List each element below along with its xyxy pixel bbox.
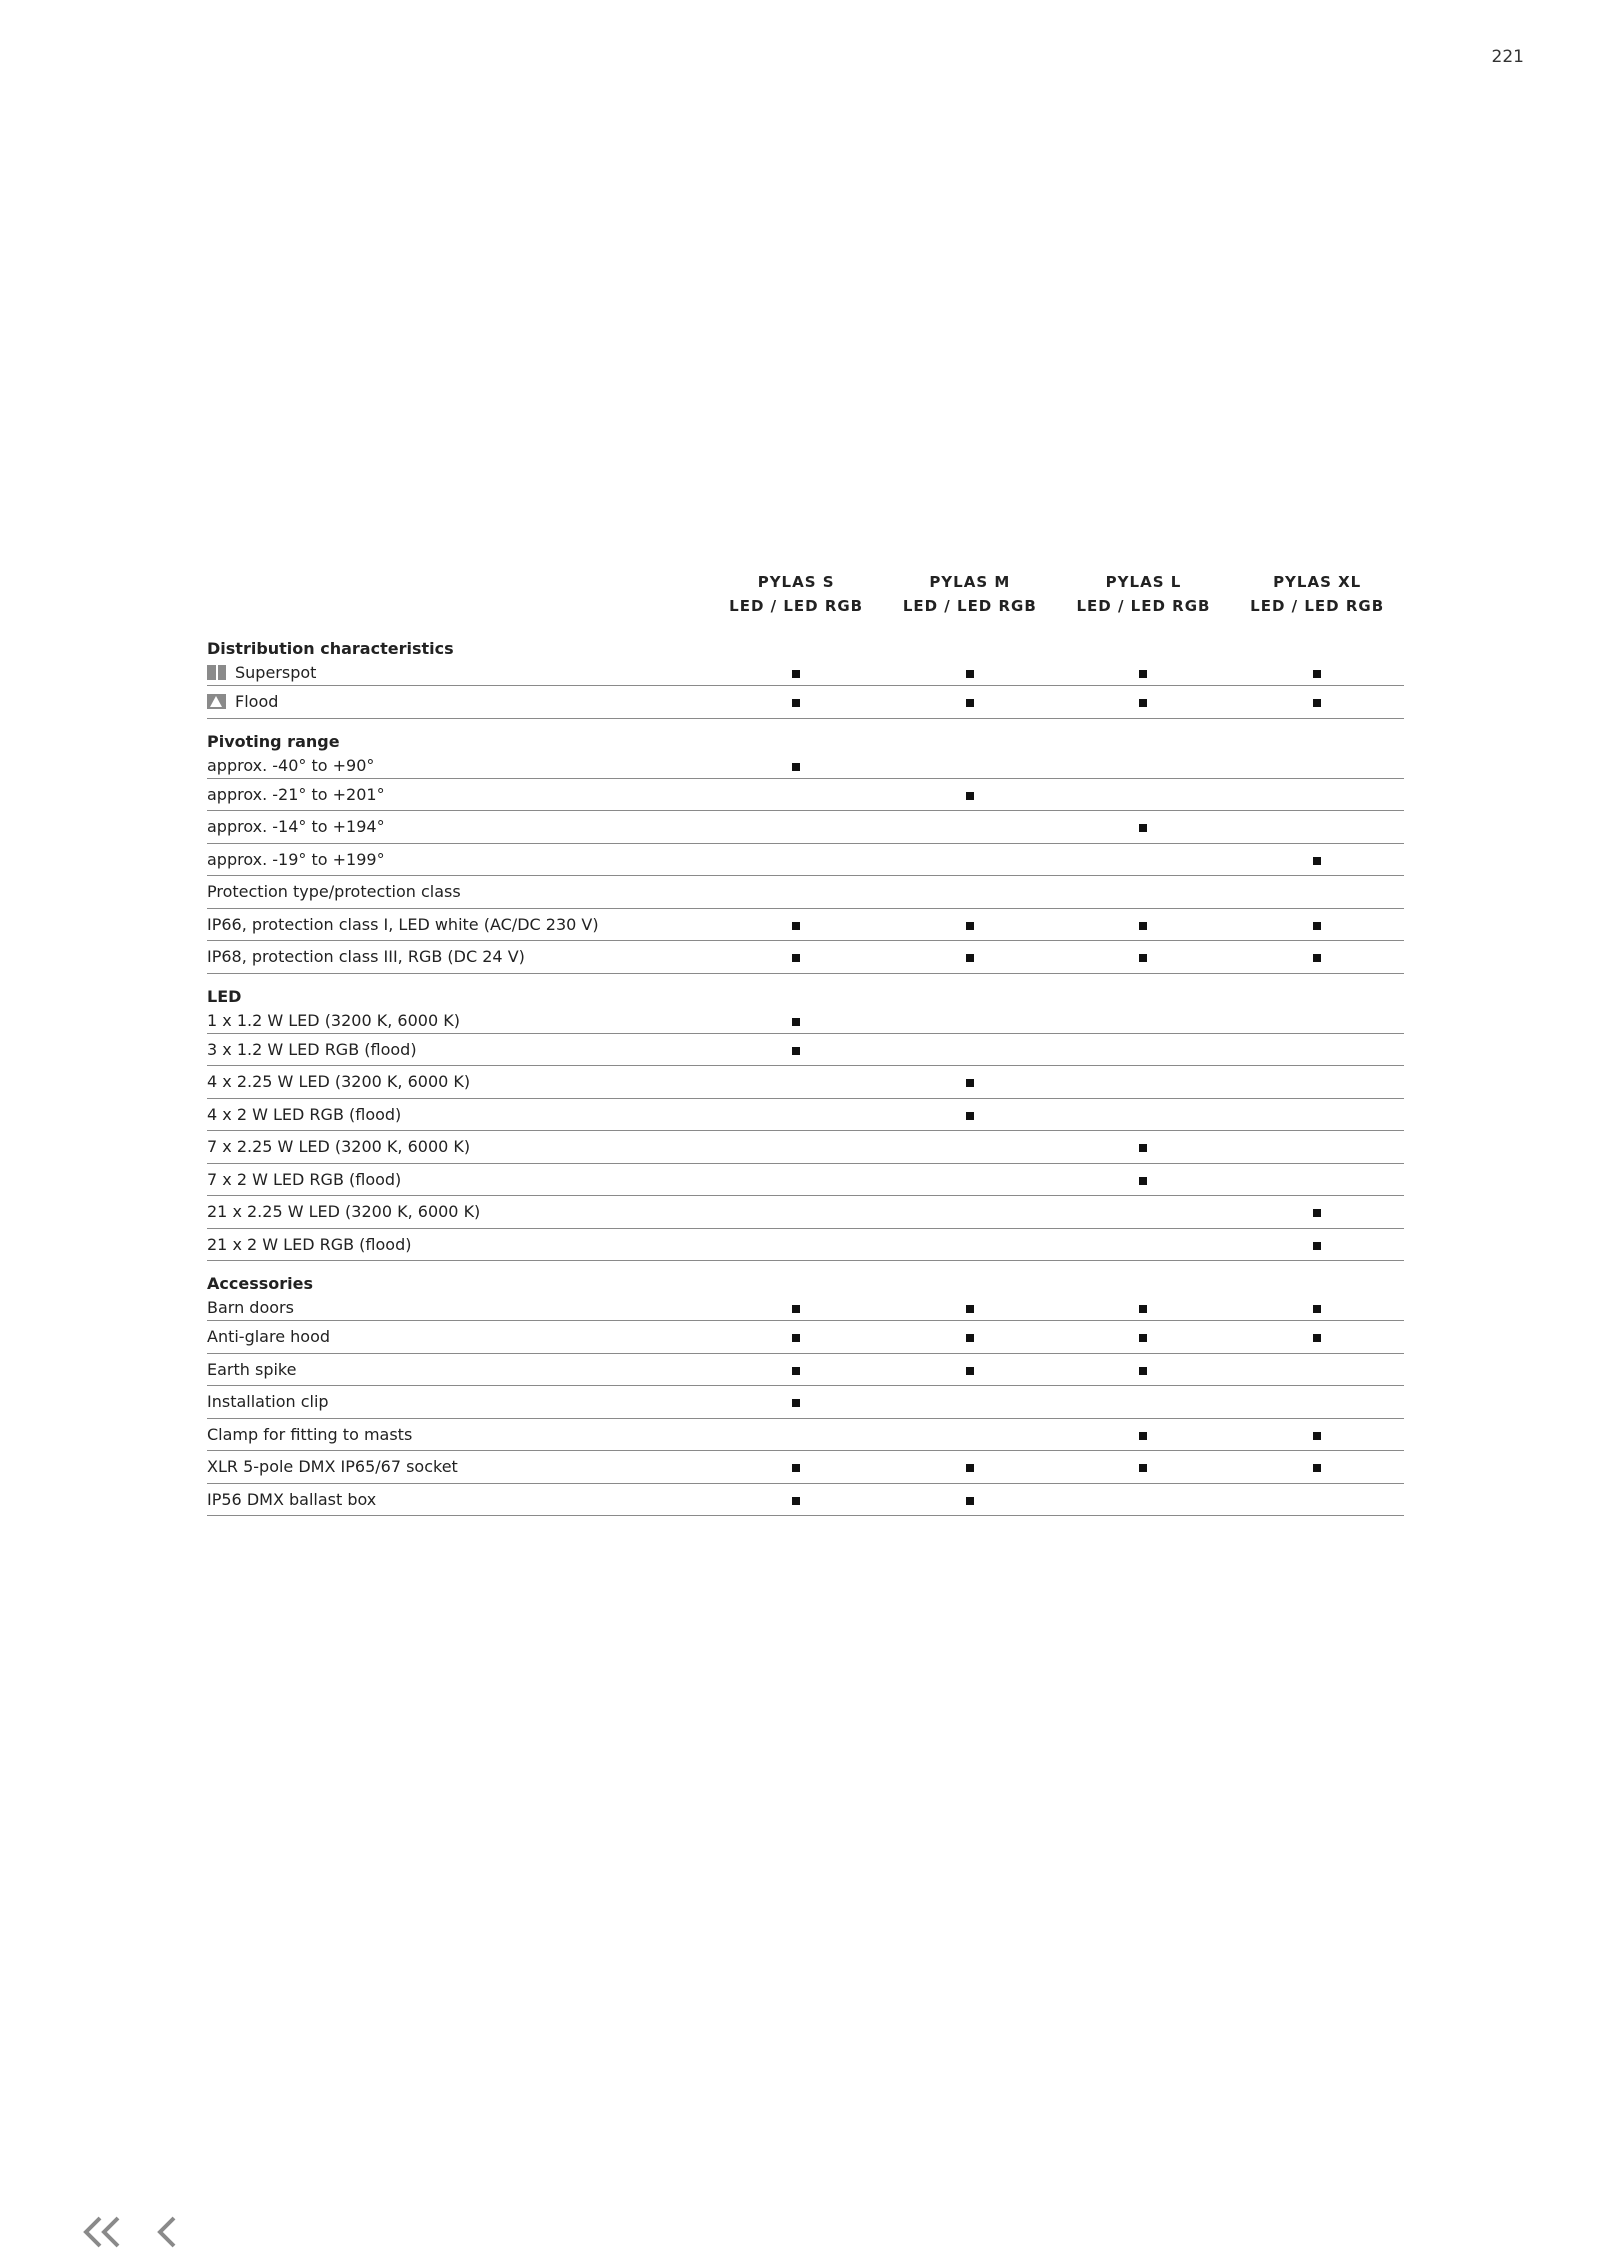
row-label <box>207 1295 709 1321</box>
availability-mark <box>966 792 974 800</box>
row-label-text: IP68, protection class III, RGB (DC 24 V) <box>207 947 525 967</box>
availability-cell <box>709 1033 883 1066</box>
availability-cell <box>709 843 883 876</box>
availability-cell <box>883 1163 1057 1196</box>
availability-cell <box>883 1451 1057 1484</box>
row-label <box>207 843 709 876</box>
row-label-text: Anti-glare hood <box>207 1327 331 1347</box>
availability-cell <box>883 686 1057 719</box>
row-label-text: 7 x 2 W LED RGB (flood) <box>207 1169 402 1189</box>
availability-mark <box>792 922 800 930</box>
product-header <box>883 570 1057 626</box>
row-label-text: IP56 DMX ballast box <box>207 1489 377 1509</box>
product-header <box>1230 570 1404 626</box>
product-name: PYLAS S <box>757 573 835 591</box>
availability-cell <box>1057 1386 1231 1419</box>
row-label-text: 3 x 1.2 W LED RGB (flood) <box>207 1039 417 1059</box>
availability-cell <box>709 1295 883 1321</box>
row-label-text: 1 x 1.2 W LED (3200 K, 6000 K) <box>207 1010 460 1030</box>
availability-cell <box>1230 753 1404 779</box>
label-column-header <box>207 570 709 626</box>
availability-cell <box>883 1196 1057 1229</box>
row-label-text: approx. -21° to +201° <box>207 784 385 804</box>
row-label <box>207 753 709 779</box>
availability-cell <box>883 1386 1057 1419</box>
availability-cell <box>1057 1196 1231 1229</box>
availability-cell <box>1230 1098 1404 1131</box>
section-row <box>207 718 1404 753</box>
availability-mark <box>792 1018 800 1026</box>
availability-mark <box>792 1305 800 1313</box>
table-row <box>207 1228 1404 1261</box>
product-name: PYLAS XL <box>1273 573 1362 591</box>
availability-cell <box>883 1098 1057 1131</box>
availability-mark <box>1139 954 1147 962</box>
table-row <box>207 908 1404 941</box>
availability-cell <box>1057 811 1231 844</box>
table-row <box>207 1131 1404 1164</box>
table-row <box>207 1321 1404 1354</box>
row-label-text: Installation clip <box>207 1392 329 1412</box>
section-row <box>207 1261 1404 1296</box>
availability-mark <box>1313 922 1321 930</box>
previous-page-button[interactable] <box>156 2215 180 2249</box>
section-title: Distribution characteristics <box>207 639 454 658</box>
availability-cell <box>1057 1295 1231 1321</box>
availability-cell <box>883 1066 1057 1099</box>
availability-cell <box>1230 843 1404 876</box>
availability-cell <box>883 1228 1057 1261</box>
row-label-text: 4 x 2.25 W LED (3200 K, 6000 K) <box>207 1072 471 1092</box>
availability-mark <box>792 1497 800 1505</box>
row-label-text: approx. -40° to +90° <box>207 755 375 775</box>
availability-cell <box>1230 1483 1404 1516</box>
availability-cell <box>1057 753 1231 779</box>
table-row <box>207 1483 1404 1516</box>
table-body <box>207 626 1404 1516</box>
availability-cell <box>709 686 883 719</box>
section-title: LED <box>207 986 242 1006</box>
availability-cell <box>709 660 883 686</box>
row-label <box>207 778 709 811</box>
product-comparison-table <box>207 570 1404 1516</box>
product-variant: LED / LED RGB <box>902 597 1037 615</box>
table-row <box>207 1163 1404 1196</box>
row-label-text: XLR 5-pole DMX IP65/67 socket <box>207 1457 458 1477</box>
availability-cell <box>1230 811 1404 844</box>
availability-cell <box>1057 1451 1231 1484</box>
table-row <box>207 843 1404 876</box>
row-label <box>207 908 709 941</box>
availability-cell <box>709 753 883 779</box>
availability-cell <box>709 1008 883 1034</box>
availability-cell <box>1230 1418 1404 1451</box>
availability-mark <box>1313 954 1321 962</box>
table-row <box>207 1353 1404 1386</box>
availability-mark <box>966 1464 974 1472</box>
availability-mark <box>1139 1144 1147 1152</box>
availability-cell <box>883 811 1057 844</box>
product-variant: LED / LED RGB <box>729 597 864 615</box>
availability-mark <box>1313 670 1321 678</box>
availability-cell <box>1057 1098 1231 1131</box>
availability-cell <box>883 778 1057 811</box>
row-label <box>207 660 709 686</box>
row-label-text: approx. -14° to +194° <box>207 817 385 837</box>
availability-cell <box>883 1295 1057 1321</box>
availability-cell <box>1230 1386 1404 1419</box>
availability-cell <box>1230 660 1404 686</box>
availability-cell <box>1230 778 1404 811</box>
availability-cell <box>1057 1321 1231 1354</box>
table-row <box>207 876 1404 909</box>
availability-cell <box>709 1321 883 1354</box>
product-variant: LED / LED RGB <box>1076 597 1211 615</box>
table-row <box>207 1033 1404 1066</box>
availability-cell <box>1057 908 1231 941</box>
availability-cell <box>883 753 1057 779</box>
availability-mark <box>792 1399 800 1407</box>
availability-cell <box>1230 1321 1404 1354</box>
availability-cell <box>1057 876 1231 909</box>
availability-cell <box>883 1418 1057 1451</box>
availability-mark <box>1139 1177 1147 1185</box>
availability-cell <box>883 843 1057 876</box>
availability-cell <box>1230 1131 1404 1164</box>
table-row <box>207 811 1404 844</box>
availability-mark <box>1139 670 1147 678</box>
availability-cell <box>709 1196 883 1229</box>
availability-cell <box>709 1228 883 1261</box>
table-row <box>207 1008 1404 1034</box>
table-row <box>207 1196 1404 1229</box>
table-row <box>207 1295 1404 1321</box>
availability-mark <box>792 954 800 962</box>
availability-cell <box>1057 1353 1231 1386</box>
first-page-button[interactable] <box>80 2215 122 2249</box>
availability-mark <box>792 763 800 771</box>
availability-cell <box>709 1483 883 1516</box>
table-row <box>207 1098 1404 1131</box>
row-label <box>207 1451 709 1484</box>
availability-mark <box>966 954 974 962</box>
availability-cell <box>1230 1295 1404 1321</box>
availability-cell <box>709 1098 883 1131</box>
availability-mark <box>1313 1334 1321 1342</box>
row-label-text: Flood <box>235 692 279 712</box>
availability-cell <box>1057 1418 1231 1451</box>
row-label <box>207 876 709 909</box>
page-number: 221 <box>1491 47 1524 67</box>
availability-cell <box>1057 686 1231 719</box>
availability-mark <box>966 922 974 930</box>
availability-cell <box>709 1066 883 1099</box>
availability-mark <box>1313 1305 1321 1313</box>
availability-cell <box>1057 1033 1231 1066</box>
availability-cell <box>1230 908 1404 941</box>
availability-mark <box>792 1047 800 1055</box>
row-label-text: 21 x 2 W LED RGB (flood) <box>207 1234 412 1254</box>
table-row <box>207 778 1404 811</box>
availability-mark <box>1139 1367 1147 1375</box>
availability-cell <box>883 941 1057 974</box>
chevron-left-icon <box>156 2215 180 2249</box>
row-label-text: IP66, protection class I, LED white (AC/DC 230 V) <box>207 914 599 934</box>
availability-cell <box>709 1386 883 1419</box>
row-label-text: 4 x 2 W LED RGB (flood) <box>207 1104 402 1124</box>
row-label-text: Protection type/protection class <box>207 882 461 902</box>
availability-mark <box>1139 1334 1147 1342</box>
availability-cell <box>883 1321 1057 1354</box>
product-name: PYLAS L <box>1105 573 1182 591</box>
availability-cell <box>1230 1228 1404 1261</box>
availability-cell <box>883 1131 1057 1164</box>
table-row <box>207 1418 1404 1451</box>
page-navigation <box>80 2215 180 2249</box>
row-label-text: Superspot <box>235 663 317 682</box>
availability-mark <box>792 1464 800 1472</box>
row-label-text: Clamp for fitting to masts <box>207 1424 413 1444</box>
availability-mark <box>966 1367 974 1375</box>
availability-cell <box>1057 1228 1231 1261</box>
section-row <box>207 626 1404 660</box>
table-row <box>207 686 1404 719</box>
availability-cell <box>709 876 883 909</box>
availability-cell <box>1230 1033 1404 1066</box>
row-label <box>207 1033 709 1066</box>
product-header <box>1057 570 1231 626</box>
availability-mark <box>1139 824 1147 832</box>
table-row <box>207 1451 1404 1484</box>
availability-cell <box>709 1418 883 1451</box>
row-label-text: 7 x 2.25 W LED (3200 K, 6000 K) <box>207 1137 471 1157</box>
row-label <box>207 1321 709 1354</box>
availability-mark <box>966 1305 974 1313</box>
availability-mark <box>1313 1464 1321 1472</box>
availability-cell <box>1230 686 1404 719</box>
availability-cell <box>1230 1451 1404 1484</box>
table-header <box>207 570 1404 626</box>
availability-cell <box>1230 1353 1404 1386</box>
flood-icon <box>207 694 226 709</box>
availability-cell <box>1057 1483 1231 1516</box>
availability-cell <box>709 908 883 941</box>
availability-cell <box>883 1353 1057 1386</box>
availability-cell <box>1230 1066 1404 1099</box>
row-label <box>207 1483 709 1516</box>
availability-mark <box>792 670 800 678</box>
row-label <box>207 1196 709 1229</box>
availability-cell <box>709 941 883 974</box>
availability-cell <box>709 1131 883 1164</box>
row-label <box>207 941 709 974</box>
row-label <box>207 1163 709 1196</box>
availability-mark <box>1139 1305 1147 1313</box>
row-label-text: Barn doors <box>207 1298 294 1317</box>
availability-cell <box>1057 941 1231 974</box>
availability-cell <box>1057 660 1231 686</box>
availability-cell <box>883 908 1057 941</box>
availability-mark <box>1313 699 1321 707</box>
availability-mark <box>1139 1432 1147 1440</box>
availability-cell <box>883 660 1057 686</box>
row-label <box>207 1131 709 1164</box>
row-label <box>207 1066 709 1099</box>
table-row <box>207 1066 1404 1099</box>
availability-cell <box>709 811 883 844</box>
row-label <box>207 811 709 844</box>
availability-mark <box>966 1497 974 1505</box>
section-row <box>207 973 1404 1008</box>
availability-cell <box>1230 941 1404 974</box>
availability-cell <box>1230 1008 1404 1034</box>
product-name: PYLAS M <box>929 573 1011 591</box>
row-label <box>207 1418 709 1451</box>
availability-mark <box>966 1334 974 1342</box>
row-label-text: approx. -19° to +199° <box>207 849 385 869</box>
row-label <box>207 686 709 719</box>
availability-cell <box>883 1033 1057 1066</box>
row-label <box>207 1353 709 1386</box>
availability-cell <box>883 1483 1057 1516</box>
row-label <box>207 1008 709 1034</box>
availability-cell <box>1230 1196 1404 1229</box>
availability-cell <box>709 1353 883 1386</box>
table-row <box>207 1386 1404 1419</box>
availability-mark <box>966 1079 974 1087</box>
availability-cell <box>1230 876 1404 909</box>
availability-cell <box>1057 1131 1231 1164</box>
row-label <box>207 1228 709 1261</box>
availability-mark <box>966 699 974 707</box>
availability-cell <box>709 1451 883 1484</box>
table-row <box>207 941 1404 974</box>
availability-mark <box>966 1112 974 1120</box>
product-header <box>709 570 883 626</box>
row-label <box>207 1098 709 1131</box>
availability-cell <box>1057 1163 1231 1196</box>
row-label <box>207 1386 709 1419</box>
availability-mark <box>792 1334 800 1342</box>
availability-mark <box>1313 1242 1321 1250</box>
availability-mark <box>792 1367 800 1375</box>
availability-mark <box>1313 857 1321 865</box>
availability-cell <box>1230 1163 1404 1196</box>
double-chevron-left-icon <box>80 2215 122 2249</box>
table-row <box>207 753 1404 779</box>
availability-cell <box>883 1008 1057 1034</box>
availability-mark <box>1139 1464 1147 1472</box>
availability-cell <box>1057 1008 1231 1034</box>
availability-cell <box>1057 843 1231 876</box>
availability-cell <box>1057 1066 1231 1099</box>
availability-cell <box>709 1163 883 1196</box>
availability-cell <box>709 778 883 811</box>
product-variant: LED / LED RGB <box>1250 597 1385 615</box>
row-label-text: Earth spike <box>207 1359 297 1379</box>
availability-mark <box>966 670 974 678</box>
availability-mark <box>1313 1432 1321 1440</box>
availability-cell <box>1057 778 1231 811</box>
availability-mark <box>792 699 800 707</box>
availability-mark <box>1313 1209 1321 1217</box>
table-row <box>207 660 1404 686</box>
row-label-text: 21 x 2.25 W LED (3200 K, 6000 K) <box>207 1202 481 1222</box>
availability-mark <box>1139 699 1147 707</box>
availability-cell <box>883 876 1057 909</box>
section-title: Pivoting range <box>207 731 340 751</box>
availability-mark <box>1139 922 1147 930</box>
section-title: Accessories <box>207 1274 313 1293</box>
superspot-icon <box>207 665 226 680</box>
